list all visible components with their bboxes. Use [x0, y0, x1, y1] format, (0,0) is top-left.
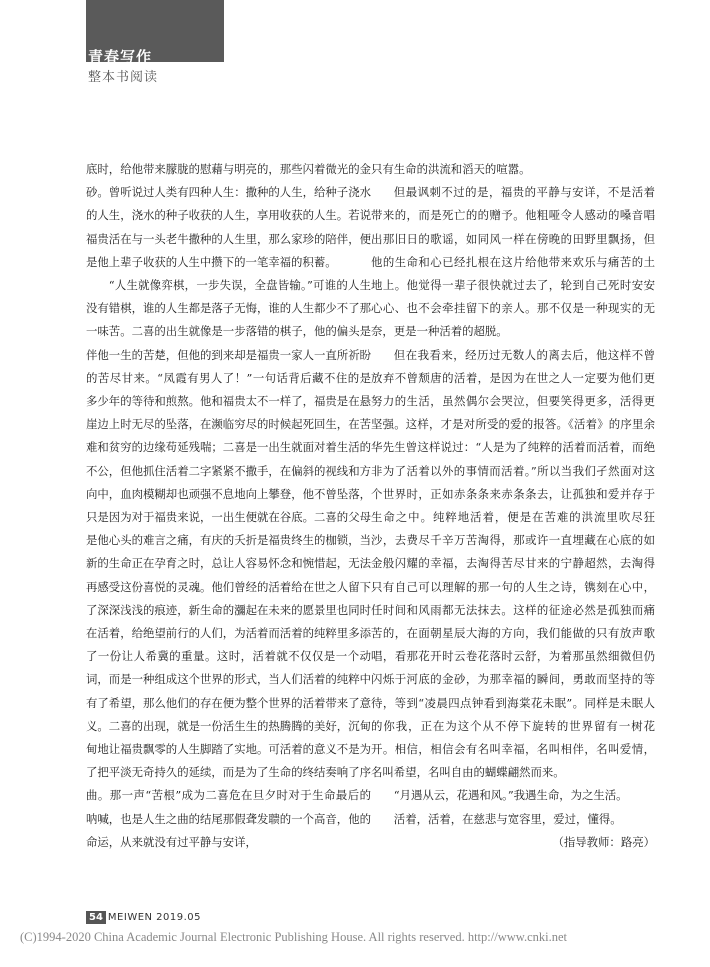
- magazine-issue: MEIWEN 2019.05: [107, 911, 202, 923]
- paragraph: 但在我看来，经历过无数人的离去后，他这样不曾放弃不曾颓唐的活着，是因为在世之人一定要为他们更努力的生活，虽然偶尔会哭泣，但要笑得更多，活得更坚强。这样，才是对所受的爱的报答。《活着》的序里余华先生曾这样说过：“人是为了纯粹的活着而活着，而绝非为了活着以外的事情而活着。”所以当我们孑然面对这个世界时，正如赤条条来赤条条去，让孤独和爱并存于生命之中。纯粹地活着，便是在苦难的洪流里吹尽狂沙，去费尽千辛万苦淘得，那或许一直埋藏在心底的如金般闪耀的幸福，去淘得苦尽甘来的宁静超然，去淘得只有自己可以理解的那一句的人生之诗，镌刻在心中，任时间和风雨都无法抹去。这样的征途必然是孤独而痛苦的，在面朝星辰大海的方向，我们能做的只有放声歌唱，看那花开时云卷花落时云舒，为着那虽然细微但仍闪烁于河底的金砂，为那幸福的瞬间，勇敢而坚持的等待，等到“凌晨四点钟看到海棠花未眠”。同样是未眠人的你我，正在为这个从不停下旋转的世界留有一树花开。相信，相信会有名叫幸福，名叫相伴，名叫爱情，名叫希望，名叫自由的蝴蝶翩然而来。: [371, 347, 655, 780]
- paragraph: 只有生命的洪流和滔天的喧嚣。: [371, 162, 531, 176]
- paragraph: 底时，给他带来朦胧的慰藉与明亮的，那些闪着微光的金砂。曾听说过人类有四种人生：撒种的人生，给种子浇水的人生，浇水的种子收获的人生，享用收获的人生。若说福贵活在与一头老牛撒种的人生里，那么家珍的陪伴，便是他上辈子收获的人生中攒下的一笔幸福的积蓄。: [86, 162, 371, 269]
- advisor-credit: （指导教师：路亮）: [552, 834, 655, 849]
- paragraph: “人生就像弈棋，一步失误，全盘皆输。”可谁的人生没有错棋，谁的人生都是落子无悔，谁的人生都少不了那一味苦。二喜的出生就像是一步落错的棋子，他的偏头是伴他一生的苦楚，但他的到来却是福贵一家人一直所祈盼的苦尽甘来。“凤霞有男人了！”一句话背后藏不住的是多少年的等待和煎熬。他和福贵太不一样了，福贵是在悬崖边上时无尽的坠落，在濒临穷尽的时候起死回生，在苦难和贫穷的边缘苟延残喘；二喜是一出生就面对着生活的不公，但他抓住活着二字紧紧不撒手，在偏斜的视线和方向中，血肉模糊却也顽强不息地向上攀登，他不曾坠落，只是因为对于福贵来说，一出生便就在谷底。二喜的父母是他心头的难言之痛，有庆的夭折是福贵终生的枷锁，当新的生命正在孕育之时，总让人容易怀念和惋惜起，无法再感受这份喜悦的灵魂。他们曾经的活着给在世之人留下了深深浅浅的痕迹，新生命的瀰起在未来的愿景里也同时在活着，给绝望前行的人们，为活着而活着的纯粹里多添了一份让人希冀的重量。这时，活着就不仅仅是一个动词，而是一种组成这个世界的形式，当人们活着的纯粹中有了希望，那么他们的存在便为整个世界的活着带来了意义。二喜的出现，就是一份活生生的热腾腾的美好，沉甸甸地让福贵飘零的人生脚踏了实地。可活着的意义不是为了把平淡无奇持久的延续，而是为了生命的终结奏响了序曲。那一声“苦根”成为二喜危在旦夕时对于生命最后的呐喊，也是人生之曲的结尾那假聋发聩的一个高音，他的命运，从来就没有过平静与安详，: [86, 278, 371, 849]
- paragraph: 但最讽刺不过的是，福贵的平静与安详，不是活着带来的，而是死亡的的赠予。他粗哑令人感动的嗓音唱出那旧日的歌谣，如同风一样在傍晚的田野里飘扬，但他的生命和心已经扎根在这片给他带来欢乐与痛苦的土地上。他觉得一辈子很快就过去了，轮到自己死时安安心心、也不会牵挂留下的亲人。那不仅是一种现实的无奈，更是一种活着的超脱。: [371, 185, 655, 339]
- footer: [86, 910, 201, 924]
- left-column: [86, 158, 371, 854]
- paragraph: 活着，活着，在慈悲与宽容里，爱过，懂得。: [393, 811, 622, 826]
- column-title: 青春写作: [88, 48, 153, 66]
- right-column: [371, 158, 655, 854]
- paragraph: “月遇从云，花遇和风。”我遇生命，为之生活。: [393, 788, 628, 803]
- column-subtitle: 整本书阅读: [88, 70, 159, 85]
- page-number: 54: [86, 911, 106, 924]
- copyright-notice: (C)1994-2020 China Academic Journal Electronic Publishing House. All rights reserved. http://www.cnki.net: [20, 930, 568, 944]
